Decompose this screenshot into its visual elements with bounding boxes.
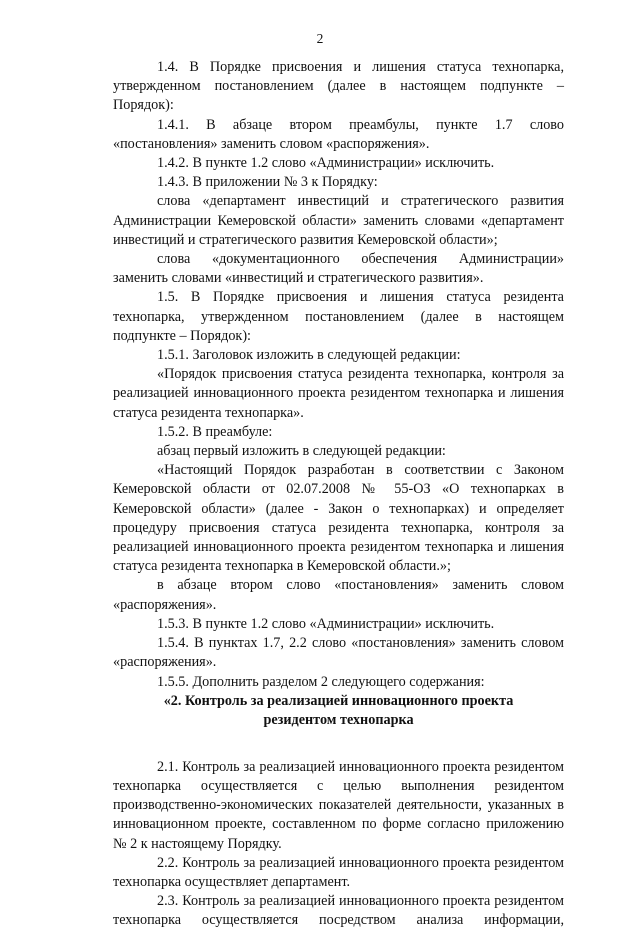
paragraph-1-5: 1.5. В Порядке присвоения и лишения статуса резидента технопарка, утвержденном постановлением (далее в настоящем подпункте – Порядок): bbox=[113, 289, 564, 344]
spacer bbox=[113, 730, 564, 758]
paragraph-words-2: слова «документационного обеспечения Администрации» заменить словами «инвестиций и стратегического развития». bbox=[113, 251, 564, 287]
page-number: 2 bbox=[316, 31, 324, 46]
document-body bbox=[113, 58, 564, 931]
section-2-heading bbox=[113, 692, 564, 730]
paragraph-1-5-3: 1.5.3. В пункте 1.2 слово «Администрации» исключить. bbox=[157, 615, 495, 632]
paragraph-1-5-2: 1.5.2. В преамбуле: bbox=[157, 423, 273, 440]
paragraph-2-3: 2.3. Контроль за реализацией инновационного проекта резидентом технопарка осуществляется посредством анализа информации, bbox=[113, 893, 564, 929]
paragraph-new-title: «Порядок присвоения статуса резидента технопарка, контроля за реализацией инновационного проекта резидентом технопарка и лишения статуса резидента технопарка». bbox=[113, 366, 564, 421]
paragraph-1-4-3: 1.4.3. В приложении № 3 к Порядку: bbox=[157, 174, 378, 191]
paragraph-2-1: 2.1. Контроль за реализацией инновационного проекта резидентом технопарка осуществляется с целью выполнения резидентом производственно-экономических показателей деятельности, указанных в инновационном проекте, составленном по форме согласно приложению № 2 к настоящему Порядку. bbox=[113, 758, 564, 852]
paragraph-words-1: слова «департамент инвестиций и стратегического развития Администрации Кемеровской области» заменить словами «департамент инвестиций и стратегического развития Кемеровской области»; bbox=[113, 193, 564, 248]
section-2-heading-line-1: «2. Контроль за реализацией инновационного проекта bbox=[163, 692, 514, 709]
paragraph-2-2: 2.2. Контроль за реализацией инновационного проекта резидентом технопарка осуществляет департамент. bbox=[113, 854, 564, 890]
paragraph-1-4-2: 1.4.2. В пункте 1.2 слово «Администрации» исключить. bbox=[157, 155, 495, 172]
paragraph-1-4: 1.4. В Порядке присвоения и лишения статуса технопарка, утвержденном постановлением (далее в настоящем подпункте – Порядок): bbox=[113, 59, 564, 114]
paragraph-new-preamble: «Настоящий Порядок разработан в соответствии с Законом Кемеровской области от 02.07.2008 № 55-ОЗ «О технопарках в Кемеровской области» (далее - Закон о технопарках) и определяет процедуру присвоения статуса резидента технопарка, контроля за реализацией инновационного проекта резидентом технопарка и лишения статуса резидента технопарка в Кемеровской области.»; bbox=[113, 462, 564, 575]
paragraph-1-5-5: 1.5.5. Дополнить разделом 2 следующего содержания: bbox=[157, 673, 485, 690]
section-2-heading-line-2: резидентом технопарка bbox=[263, 711, 414, 728]
paragraph-first-abzac: абзац первый изложить в следующей редакции: bbox=[157, 443, 446, 460]
paragraph-1-4-1: 1.4.1. В абзаце втором преамбулы, пункте 1.7 слово «постановления» заменить словом «распоряжения». bbox=[113, 116, 564, 152]
paragraph-second-abzac: в абзаце втором слово «постановления» заменить словом «распоряжения». bbox=[113, 577, 564, 613]
paragraph-1-5-4: 1.5.4. В пунктах 1.7, 2.2 слово «постановления» заменить словом «распоряжения». bbox=[113, 635, 564, 671]
paragraph-1-5-1: 1.5.1. Заголовок изложить в следующей редакции: bbox=[157, 347, 461, 364]
